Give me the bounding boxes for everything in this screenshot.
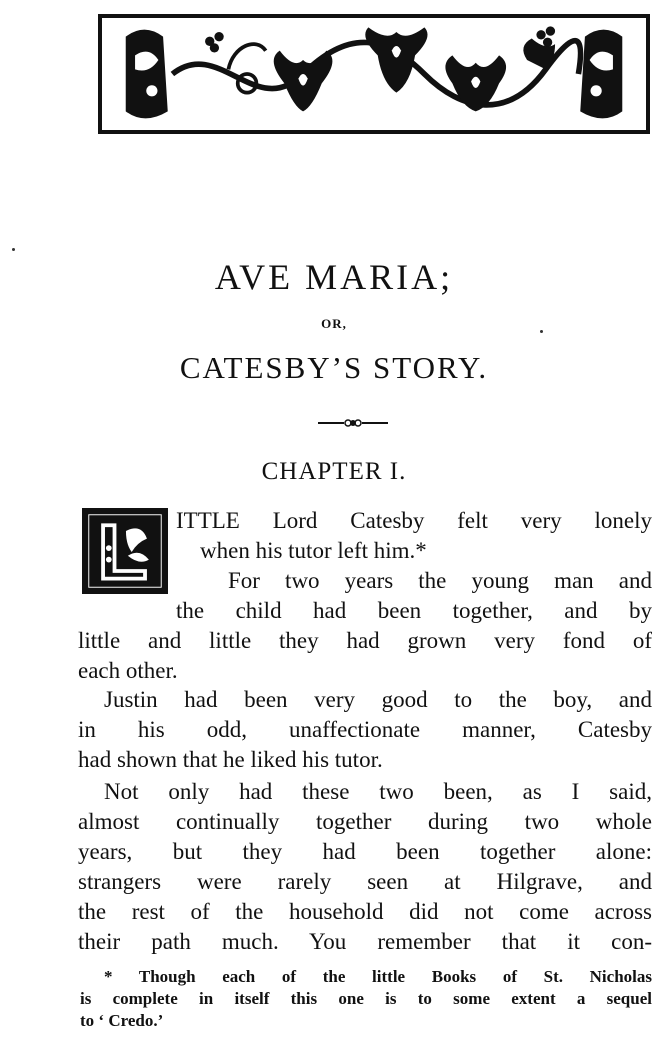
body-text-line: in his odd, unaffectionate manner, Catesby: [78, 717, 652, 742]
body-text-line: years, but they had been together alone:: [78, 839, 652, 864]
book-title: AVE MARIA;: [214, 257, 454, 297]
footnote-line: is complete in itself this one is to some extent a sequel: [80, 989, 652, 1008]
body-text-line: ITTLE Lord Catesby felt very lonely: [176, 508, 652, 533]
body-text-line: little and little they had grown very fond of: [78, 628, 652, 653]
body-text-line: when his tutor left him.*: [200, 538, 427, 563]
chapter-heading: CHAPTER I.: [261, 458, 407, 485]
illuminated-letter-L-icon: [84, 510, 166, 592]
footnote-line: * Though each of the little Books of St. Nicholas: [104, 967, 652, 986]
body-text-line: strangers were rarely seen at Hilgrave, and: [78, 869, 652, 894]
title-connector: OR,: [321, 316, 347, 331]
body-text-line: had shown that he liked his tutor.: [78, 747, 383, 772]
body-text-line: Justin had been very good to the boy, and: [104, 687, 652, 712]
floral-vine-headpiece-icon: [102, 18, 646, 130]
footnote-line: to ‘ Credo.’: [80, 1011, 164, 1030]
body-text-line: the child had been together, and by: [176, 598, 652, 623]
book-subtitle: CATESBY’S STORY.: [179, 350, 489, 385]
ornamental-rule-icon: [318, 416, 388, 430]
body-text-line: For two years the young man and: [228, 568, 652, 593]
headpiece-ornament: [98, 14, 650, 134]
body-text-line: almost continually together during two whole: [78, 809, 652, 834]
body-text-line: the rest of the household did not come across: [78, 899, 652, 924]
body-text-line: each other.: [78, 658, 178, 683]
drop-cap: [82, 508, 168, 594]
body-text-line: their path much. You remember that it con-: [78, 929, 652, 954]
paper-speck: [12, 248, 15, 251]
body-text-line: Not only had these two been, as I said,: [104, 779, 652, 804]
